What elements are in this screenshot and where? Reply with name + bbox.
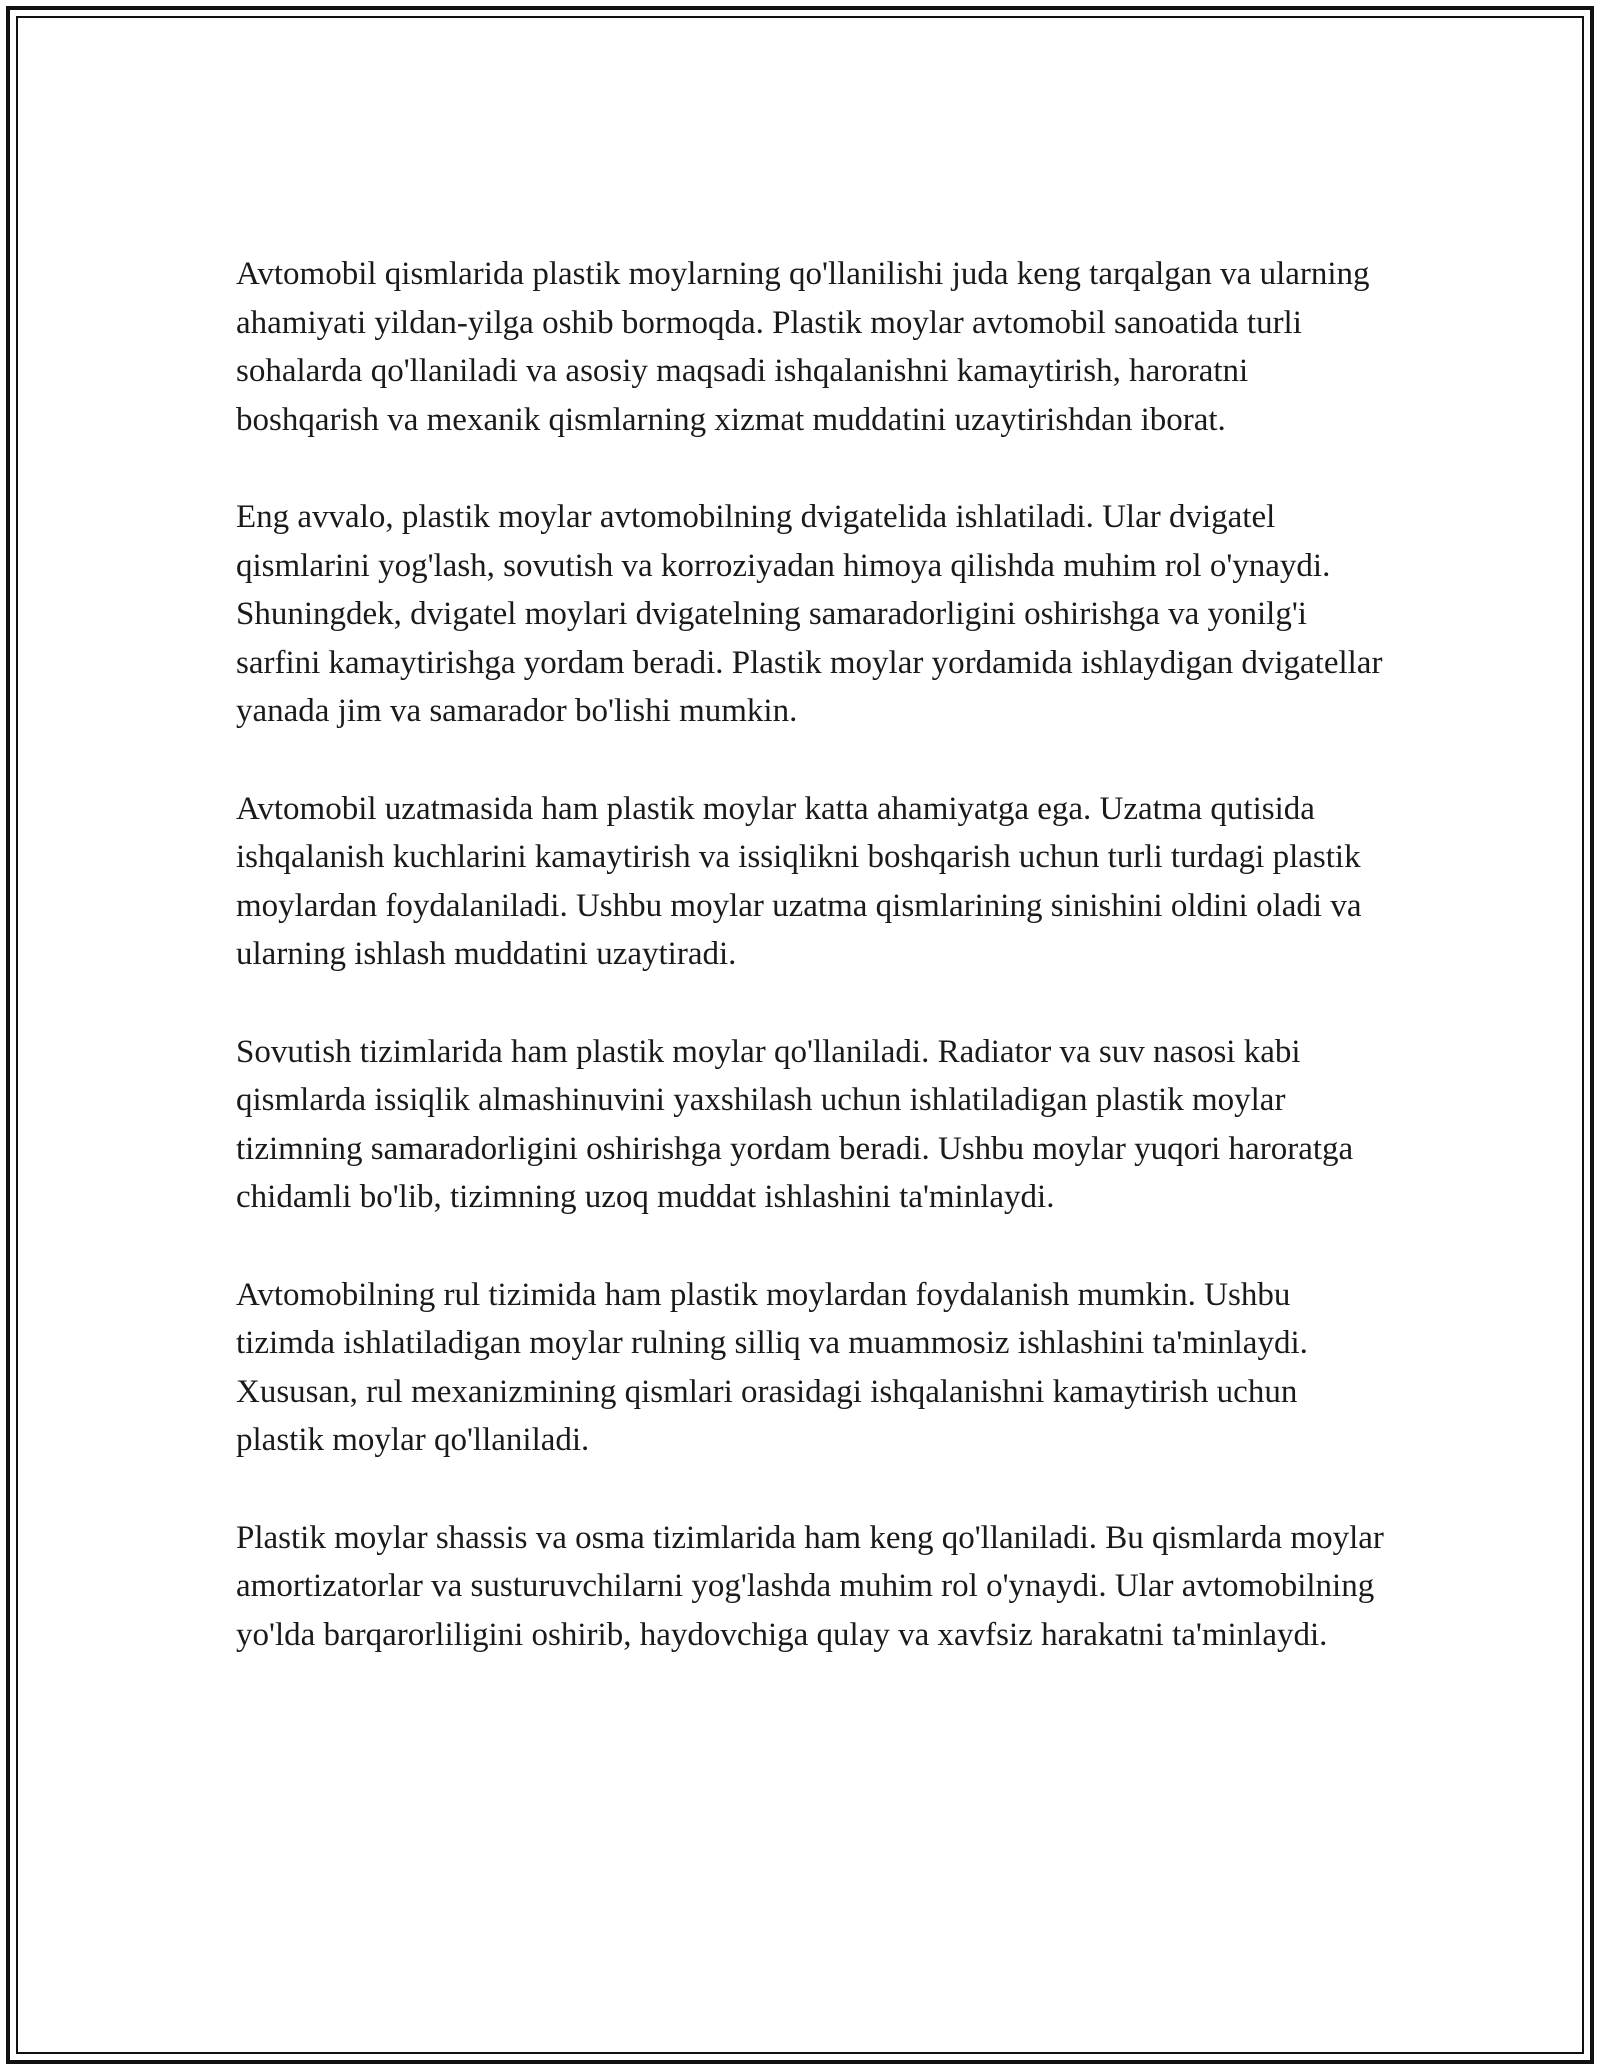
paragraph-cooling: Sovutish tizimlarida ham plastik moylar qo'llaniladi. Radiator va suv nasosi kabi qismlarda issiqlik almashinuvini yaxshilash uchun ishlatiladigan plastik moylar tizimning samaradorligini oshirishga yordam beradi. Ushbu moylar yuqori haroratga chidamli bo'lib, tizimning uzoq muddat ishlashini ta'minlaydi. xyxy=(236,1033,1354,1215)
document-body xyxy=(236,250,1386,1708)
paragraph-chassis: Plastik moylar shassis va osma tizimlarida ham keng qo'llaniladi. Bu qismlarda moylar amortizatorlar va susturuvchilarni yog'lashda muhim rol o'ynaydi. Ular avtomobilning yo'lda barqarorliligini oshirib, haydovchiga qulay va xavfsiz harakatni ta'minlaydi. xyxy=(236,1519,1384,1653)
paragraph-transmission: Avtomobil uzatmasida ham plastik moylar katta ahamiyatga ega. Uzatma qutisida ishqalanish kuchlarini kamaytirish va issiqlikni boshqarish uchun turli turdagi plastik moylardan foydalaniladi. Ushbu moylar uzatma qismlarining sinishini oldini oladi va ularning ishlash muddatini uzaytiradi. xyxy=(236,790,1362,972)
paragraph-steering: Avtomobilning rul tizimida ham plastik moylardan foydalanish mumkin. Ushbu tizimda ishlatiladigan moylar rulning silliq va muammosiz ishlashini ta'minlaydi. Xususan, rul mexanizmining qismlari orasidagi ishqalanishni kamaytirish uchun plastik moylar qo'llaniladi. xyxy=(236,1276,1308,1458)
paragraph-engine: Eng avvalo, plastik moylar avtomobilning dvigatelida ishlatiladi. Ular dvigatel qismlarini yog'lash, sovutish va korroziyadan himoya qilishda muhim rol o'ynaydi. Shuningdek, dvigatel moylari dvigatelning samaradorligini oshirishga va yonilg'i sarfini kamaytirishga yordam beradi. Plastik moylar yordamida ishlaydigan dvigatellar yanada jim va samarador bo'lishi mumkin. xyxy=(236,499,1383,729)
paragraph-intro: Avtomobil qismlarida plastik moylarning qo'llanilishi juda keng tarqalgan va ularning ahamiyati yildan-yilga oshib bormoqda. Plastik moylar avtomobil sanoatida turli sohalarda qo'llaniladi va asosiy maqsadi ishqalanishni kamaytirish, haroratni boshqarish va mexanik qismlarning xizmat muddatini uzaytirishdan iborat. xyxy=(236,256,1370,438)
